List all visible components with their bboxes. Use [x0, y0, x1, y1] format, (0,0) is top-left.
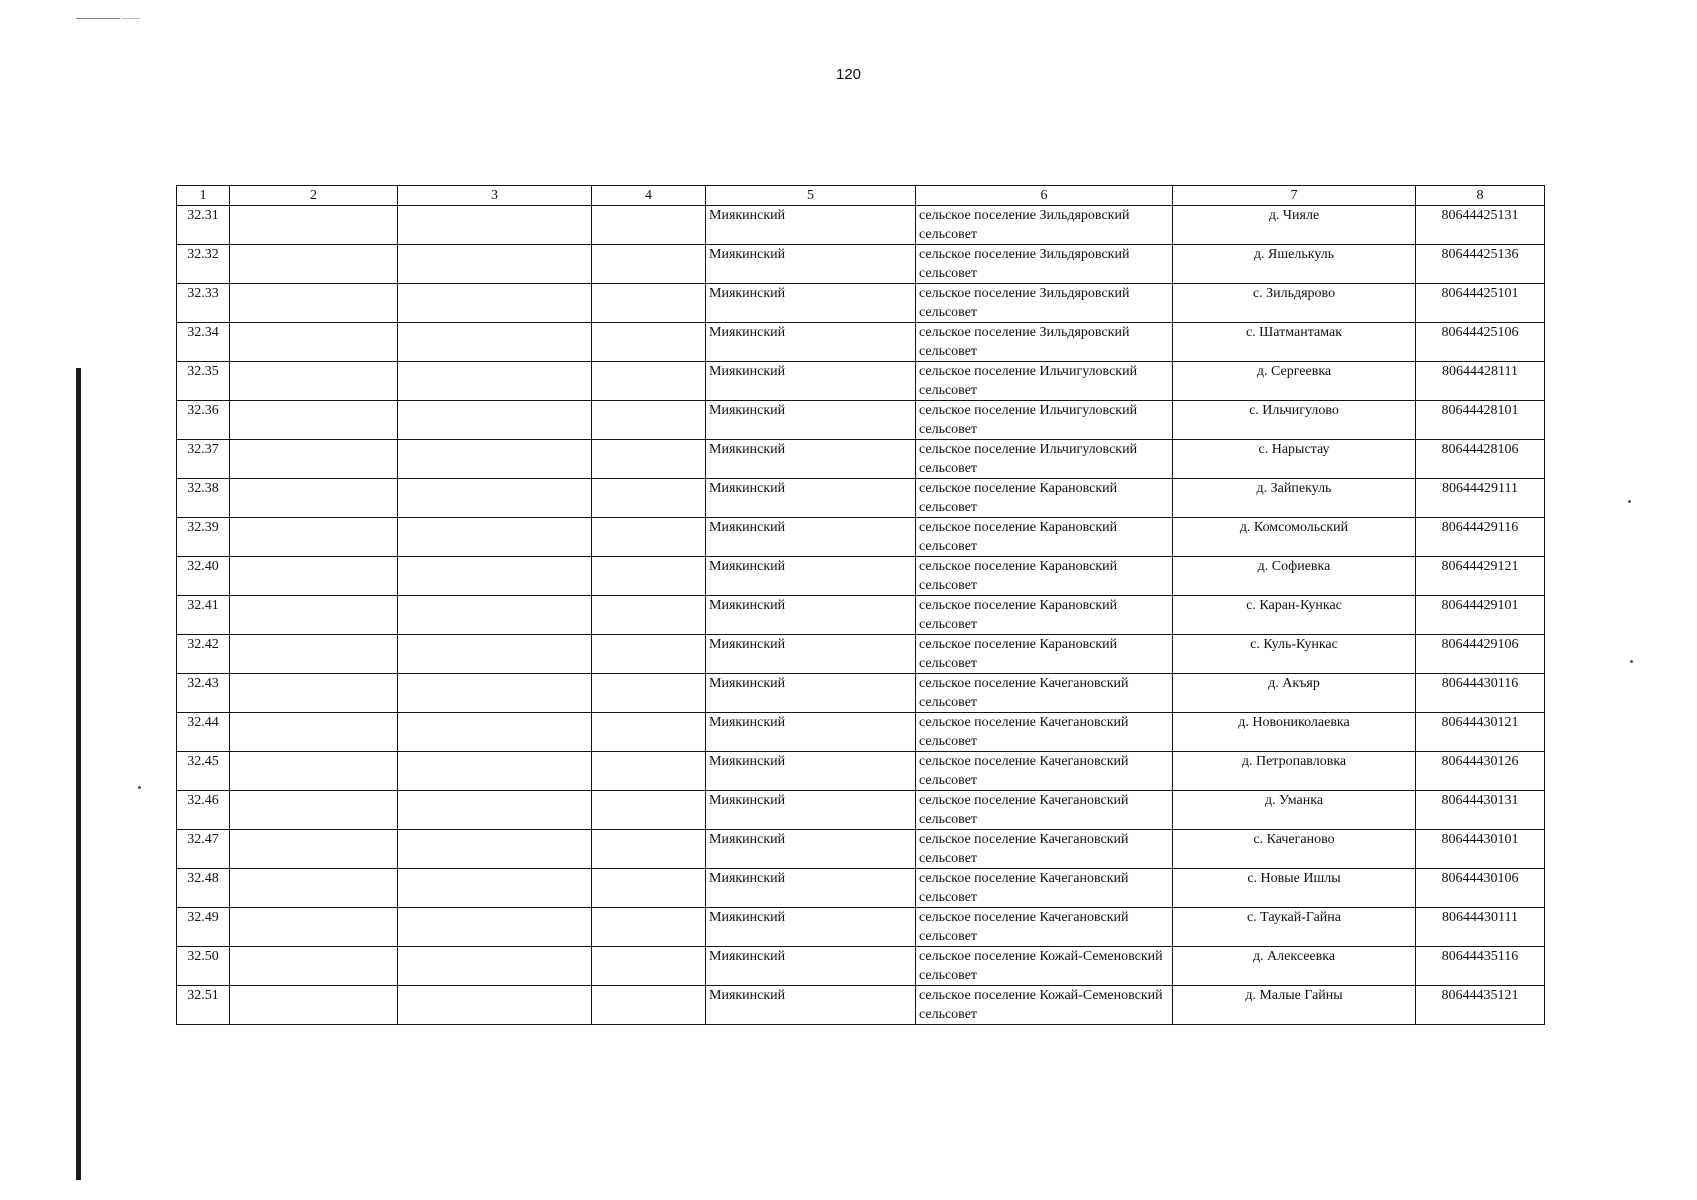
scan-speck	[1630, 660, 1633, 663]
scan-mark	[122, 18, 140, 19]
column-3-cell	[398, 206, 592, 245]
column-3-cell	[398, 596, 592, 635]
row-number-cell: 32.44	[177, 713, 230, 752]
column-header: 7	[1173, 186, 1416, 206]
oktmo-code-cell: 80644429116	[1416, 518, 1545, 557]
column-2-cell	[230, 557, 398, 596]
district-cell: Миякинский	[706, 245, 916, 284]
column-3-cell	[398, 713, 592, 752]
row-number-cell: 32.50	[177, 947, 230, 986]
row-number-cell: 32.43	[177, 674, 230, 713]
municipality-cell: сельское поселение Качегановский сельсовет	[916, 908, 1173, 947]
page-number: 120	[835, 66, 862, 83]
row-number-cell: 32.45	[177, 752, 230, 791]
locality-cell: с. Шатмантамак	[1173, 323, 1416, 362]
municipality-cell: сельское поселение Зильдяровский сельсовет	[916, 284, 1173, 323]
column-4-cell	[592, 440, 706, 479]
oktmo-code-cell: 80644429121	[1416, 557, 1545, 596]
column-2-cell	[230, 869, 398, 908]
table-row	[177, 440, 1545, 479]
column-2-cell	[230, 986, 398, 1025]
locality-cell: с. Каран-Кункас	[1173, 596, 1416, 635]
locality-cell: с. Куль-Кункас	[1173, 635, 1416, 674]
locality-cell: д. Софиевка	[1173, 557, 1416, 596]
municipality-cell: сельское поселение Качегановский сельсовет	[916, 869, 1173, 908]
row-number-cell: 32.40	[177, 557, 230, 596]
column-4-cell	[592, 596, 706, 635]
column-3-cell	[398, 752, 592, 791]
oktmo-code-cell: 80644430126	[1416, 752, 1545, 791]
column-2-cell	[230, 752, 398, 791]
column-4-cell	[592, 479, 706, 518]
district-cell: Миякинский	[706, 479, 916, 518]
oktmo-code-cell: 80644430116	[1416, 674, 1545, 713]
table-row	[177, 245, 1545, 284]
municipality-cell: сельское поселение Карановский сельсовет	[916, 635, 1173, 674]
row-number-cell: 32.46	[177, 791, 230, 830]
locality-cell: с. Нарыстау	[1173, 440, 1416, 479]
oktmo-code-cell: 80644430101	[1416, 830, 1545, 869]
district-cell: Миякинский	[706, 947, 916, 986]
district-cell: Миякинский	[706, 440, 916, 479]
table-row	[177, 908, 1545, 947]
table-body	[177, 206, 1545, 1025]
table-row	[177, 401, 1545, 440]
table-row	[177, 752, 1545, 791]
column-2-cell	[230, 908, 398, 947]
oktmo-code-cell: 80644425131	[1416, 206, 1545, 245]
settlements-table	[176, 185, 1545, 1025]
scan-speck	[1628, 500, 1631, 503]
column-2-cell	[230, 674, 398, 713]
table-row	[177, 635, 1545, 674]
row-number-cell: 32.39	[177, 518, 230, 557]
municipality-cell: сельское поселение Зильдяровский сельсовет	[916, 323, 1173, 362]
municipality-cell: сельское поселение Качегановский сельсовет	[916, 752, 1173, 791]
column-4-cell	[592, 245, 706, 284]
column-2-cell	[230, 284, 398, 323]
row-number-cell: 32.47	[177, 830, 230, 869]
oktmo-code-cell: 80644425106	[1416, 323, 1545, 362]
row-number-cell: 32.38	[177, 479, 230, 518]
district-cell: Миякинский	[706, 635, 916, 674]
municipality-cell: сельское поселение Качегановский сельсовет	[916, 713, 1173, 752]
municipality-cell: сельское поселение Качегановский сельсовет	[916, 674, 1173, 713]
column-4-cell	[592, 674, 706, 713]
table-row	[177, 869, 1545, 908]
locality-cell: с. Качеганово	[1173, 830, 1416, 869]
column-4-cell	[592, 986, 706, 1025]
municipality-cell: сельское поселение Кожай-Семеновский сельсовет	[916, 947, 1173, 986]
oktmo-code-cell: 80644428101	[1416, 401, 1545, 440]
column-3-cell	[398, 557, 592, 596]
table-row	[177, 518, 1545, 557]
row-number-cell: 32.32	[177, 245, 230, 284]
column-4-cell	[592, 362, 706, 401]
column-2-cell	[230, 830, 398, 869]
column-3-cell	[398, 518, 592, 557]
table-row	[177, 284, 1545, 323]
column-header: 4	[592, 186, 706, 206]
locality-cell: д. Новониколаевка	[1173, 713, 1416, 752]
column-4-cell	[592, 713, 706, 752]
municipality-cell: сельское поселение Качегановский сельсовет	[916, 791, 1173, 830]
table-row	[177, 830, 1545, 869]
row-number-cell: 32.33	[177, 284, 230, 323]
row-number-cell: 32.36	[177, 401, 230, 440]
column-3-cell	[398, 401, 592, 440]
municipality-cell: сельское поселение Ильчигуловский сельсовет	[916, 440, 1173, 479]
municipality-cell: сельское поселение Ильчигуловский сельсовет	[916, 362, 1173, 401]
municipality-cell: сельское поселение Карановский сельсовет	[916, 479, 1173, 518]
locality-cell: д. Уманка	[1173, 791, 1416, 830]
binding-edge	[76, 368, 81, 1180]
column-2-cell	[230, 635, 398, 674]
column-3-cell	[398, 986, 592, 1025]
column-2-cell	[230, 362, 398, 401]
oktmo-code-cell: 80644429101	[1416, 596, 1545, 635]
row-number-cell: 32.37	[177, 440, 230, 479]
column-header: 2	[230, 186, 398, 206]
column-header: 6	[916, 186, 1173, 206]
oktmo-code-cell: 80644430111	[1416, 908, 1545, 947]
district-cell: Миякинский	[706, 713, 916, 752]
column-4-cell	[592, 830, 706, 869]
column-2-cell	[230, 323, 398, 362]
column-4-cell	[592, 791, 706, 830]
column-4-cell	[592, 752, 706, 791]
table-row	[177, 791, 1545, 830]
column-3-cell	[398, 869, 592, 908]
column-header: 8	[1416, 186, 1545, 206]
locality-cell: д. Сергеевка	[1173, 362, 1416, 401]
column-2-cell	[230, 440, 398, 479]
column-3-cell	[398, 791, 592, 830]
column-4-cell	[592, 401, 706, 440]
table-row	[177, 323, 1545, 362]
table-row	[177, 596, 1545, 635]
locality-cell: д. Комсомольский	[1173, 518, 1416, 557]
column-2-cell	[230, 596, 398, 635]
table-row	[177, 947, 1545, 986]
oktmo-code-cell: 80644425101	[1416, 284, 1545, 323]
district-cell: Миякинский	[706, 362, 916, 401]
table-row	[177, 557, 1545, 596]
oktmo-code-cell: 80644430121	[1416, 713, 1545, 752]
district-cell: Миякинский	[706, 908, 916, 947]
column-4-cell	[592, 635, 706, 674]
oktmo-code-cell: 80644430106	[1416, 869, 1545, 908]
column-4-cell	[592, 323, 706, 362]
column-4-cell	[592, 557, 706, 596]
column-3-cell	[398, 245, 592, 284]
oktmo-code-cell: 80644435121	[1416, 986, 1545, 1025]
column-4-cell	[592, 518, 706, 557]
column-3-cell	[398, 440, 592, 479]
column-4-cell	[592, 908, 706, 947]
table-row	[177, 674, 1545, 713]
district-cell: Миякинский	[706, 401, 916, 440]
municipality-cell: сельское поселение Карановский сельсовет	[916, 518, 1173, 557]
column-header: 5	[706, 186, 916, 206]
column-3-cell	[398, 479, 592, 518]
locality-cell: с. Зильдярово	[1173, 284, 1416, 323]
district-cell: Миякинский	[706, 752, 916, 791]
table-row	[177, 479, 1545, 518]
locality-cell: д. Алексеевка	[1173, 947, 1416, 986]
oktmo-code-cell: 80644430131	[1416, 791, 1545, 830]
table-row	[177, 986, 1545, 1025]
locality-cell: д. Яшелькуль	[1173, 245, 1416, 284]
oktmo-code-cell: 80644435116	[1416, 947, 1545, 986]
column-2-cell	[230, 947, 398, 986]
column-3-cell	[398, 635, 592, 674]
row-number-cell: 32.35	[177, 362, 230, 401]
oktmo-code-cell: 80644428111	[1416, 362, 1545, 401]
municipality-cell: сельское поселение Зильдяровский сельсовет	[916, 206, 1173, 245]
column-2-cell	[230, 245, 398, 284]
column-3-cell	[398, 947, 592, 986]
row-number-cell: 32.31	[177, 206, 230, 245]
municipality-cell: сельское поселение Карановский сельсовет	[916, 557, 1173, 596]
district-cell: Миякинский	[706, 986, 916, 1025]
district-cell: Миякинский	[706, 596, 916, 635]
locality-cell: с. Таукай-Гайна	[1173, 908, 1416, 947]
district-cell: Миякинский	[706, 323, 916, 362]
row-number-cell: 32.49	[177, 908, 230, 947]
municipality-cell: сельское поселение Качегановский сельсовет	[916, 830, 1173, 869]
column-2-cell	[230, 518, 398, 557]
table-header-row	[177, 186, 1545, 206]
column-3-cell	[398, 284, 592, 323]
column-3-cell	[398, 674, 592, 713]
oktmo-code-cell: 80644429111	[1416, 479, 1545, 518]
scan-mark	[76, 18, 120, 19]
district-cell: Миякинский	[706, 206, 916, 245]
column-header: 3	[398, 186, 592, 206]
column-2-cell	[230, 206, 398, 245]
district-cell: Миякинский	[706, 830, 916, 869]
locality-cell: с. Ильчигулово	[1173, 401, 1416, 440]
column-3-cell	[398, 323, 592, 362]
locality-cell: д. Петропавловка	[1173, 752, 1416, 791]
column-4-cell	[592, 206, 706, 245]
table-row	[177, 206, 1545, 245]
column-2-cell	[230, 791, 398, 830]
oktmo-code-cell: 80644425136	[1416, 245, 1545, 284]
column-header: 1	[177, 186, 230, 206]
municipality-cell: сельское поселение Зильдяровский сельсовет	[916, 245, 1173, 284]
column-2-cell	[230, 401, 398, 440]
locality-cell: с. Новые Ишлы	[1173, 869, 1416, 908]
table-row	[177, 362, 1545, 401]
column-3-cell	[398, 362, 592, 401]
locality-cell: д. Малые Гайны	[1173, 986, 1416, 1025]
column-2-cell	[230, 713, 398, 752]
locality-cell: д. Зайпекуль	[1173, 479, 1416, 518]
column-3-cell	[398, 830, 592, 869]
scan-speck	[138, 786, 141, 789]
column-3-cell	[398, 908, 592, 947]
district-cell: Миякинский	[706, 518, 916, 557]
district-cell: Миякинский	[706, 791, 916, 830]
row-number-cell: 32.42	[177, 635, 230, 674]
locality-cell: д. Акъяр	[1173, 674, 1416, 713]
municipality-cell: сельское поселение Ильчигуловский сельсовет	[916, 401, 1173, 440]
column-4-cell	[592, 869, 706, 908]
oktmo-code-cell: 80644428106	[1416, 440, 1545, 479]
row-number-cell: 32.51	[177, 986, 230, 1025]
table-row	[177, 713, 1545, 752]
district-cell: Миякинский	[706, 284, 916, 323]
column-4-cell	[592, 284, 706, 323]
row-number-cell: 32.41	[177, 596, 230, 635]
district-cell: Миякинский	[706, 557, 916, 596]
column-2-cell	[230, 479, 398, 518]
column-4-cell	[592, 947, 706, 986]
locality-cell: д. Чияле	[1173, 206, 1416, 245]
row-number-cell: 32.34	[177, 323, 230, 362]
district-cell: Миякинский	[706, 674, 916, 713]
row-number-cell: 32.48	[177, 869, 230, 908]
oktmo-code-cell: 80644429106	[1416, 635, 1545, 674]
municipality-cell: сельское поселение Кожай-Семеновский сельсовет	[916, 986, 1173, 1025]
district-cell: Миякинский	[706, 869, 916, 908]
municipality-cell: сельское поселение Карановский сельсовет	[916, 596, 1173, 635]
